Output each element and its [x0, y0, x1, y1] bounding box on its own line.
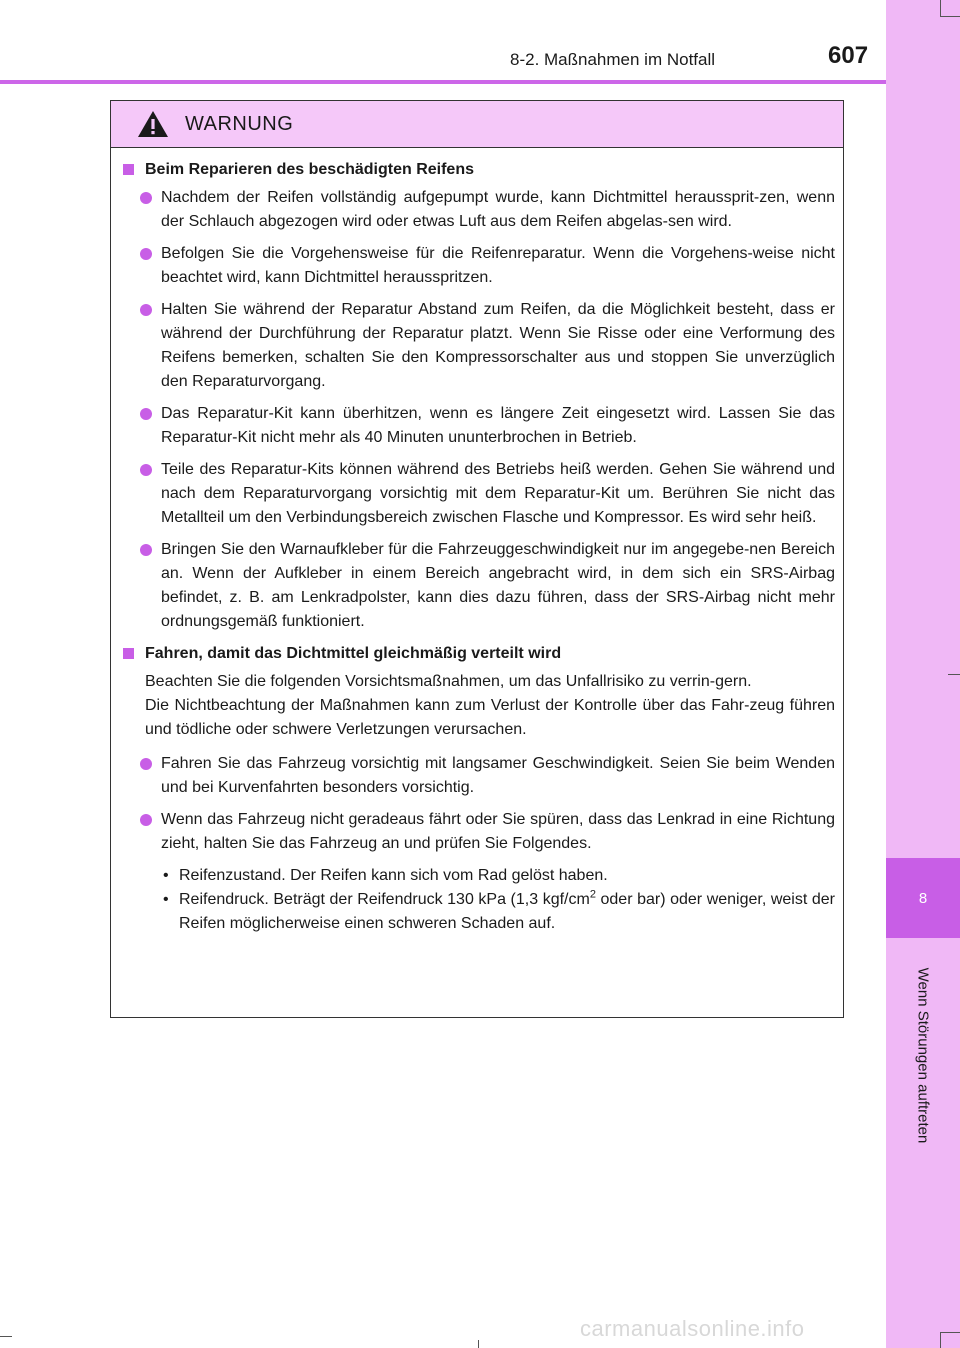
- section-heading-text: Fahren, damit das Dichtmittel gleichmäßig verteilt wird: [145, 645, 562, 662]
- sub-list-item-text: Reifenzustand. Der Reifen kann sich vom Rad gelöst haben.: [179, 867, 608, 884]
- warning-body: [111, 148, 843, 936]
- crop-mark: [948, 674, 960, 675]
- round-bullet-icon: [140, 544, 152, 556]
- page-number: 607: [828, 42, 869, 69]
- list-item: [121, 402, 835, 450]
- sub-list-item-text: [179, 888, 835, 932]
- list-item: [121, 186, 835, 234]
- round-bullet-icon: [140, 814, 152, 826]
- sub-list: [121, 864, 835, 936]
- round-bullet-icon: [140, 192, 152, 204]
- sub-bullet-glyph: •: [163, 891, 169, 908]
- crop-mark: [940, 16, 960, 17]
- list-item-text: Befolgen Sie die Vorgehensweise für die Reifenreparatur. Wenn die Vorgehens-weise nicht beachtet wird, kann Dichtmittel herausspritzen.: [161, 245, 835, 286]
- intro-paragraph: Die Nichtbeachtung der Maßnahmen kann zum Verlust der Kontrolle über das Fahr-zeug führen und tödliche oder schwere Verletzungen verursachen.: [145, 697, 835, 738]
- list-item: [121, 752, 835, 800]
- chapter-title-area: [886, 940, 960, 1170]
- crop-mark: [940, 1332, 960, 1333]
- list-item-text: Fahren Sie das Fahrzeug vorsichtig mit langsamer Geschwindigkeit. Seien Sie beim Wenden und bei Kurvenfahrten besonders vorsichtig.: [161, 755, 835, 796]
- list-item-text: Das Reparatur-Kit kann überhitzen, wenn es längere Zeit eingesetzt wird. Lassen Sie das Reparatur-Kit nicht mehr als 40 Minuten ununterbrochen in Betrieb.: [161, 405, 835, 446]
- list-item: [121, 538, 835, 634]
- header-section-title: 8-2. Maßnahmen im Notfall: [510, 50, 716, 69]
- crop-mark: [940, 1332, 941, 1348]
- square-bullet-icon: [123, 164, 134, 175]
- warning-box: [110, 100, 844, 1018]
- sub-list-item: [161, 888, 835, 936]
- list-item: [121, 458, 835, 530]
- round-bullet-icon: [140, 464, 152, 476]
- round-bullet-icon: [140, 408, 152, 420]
- warning-header: [111, 101, 843, 148]
- crop-mark: [940, 0, 941, 16]
- superscript-two: 2: [589, 888, 596, 901]
- list-item-text: Nachdem der Reifen vollständig aufgepumpt wurde, kann Dichtmittel heraussprit-zen, wenn der Schlauch abgezogen wird oder etwas Luft aus dem Reifen abgelas-sen wird.: [161, 189, 835, 230]
- intro-paragraph: Beachten Sie die folgenden Vorsichtsmaßnahmen, um das Unfallrisiko zu verrin-gern.: [145, 673, 752, 690]
- list-item: [121, 298, 835, 394]
- section-heading-driving: [121, 642, 835, 666]
- list-item-text: Bringen Sie den Warnaufkleber für die Fahrzeuggeschwindigkeit nur im angegebe-nen Bereich an. Wenn der Aufkleber in einem Bereich angebracht wird, in dem sich ein SRS-Airbag befindet, z. B. am Lenkradpolster, kann dies dazu führen, dass der SRS-Airbag nicht mehr ordnungsgemäß funktioniert.: [161, 541, 835, 630]
- pressure-text-end: oder bar) oder weniger, weist der Reifen möglicherweise einen schweren Schaden auf.: [179, 891, 835, 932]
- pressure-text-start: Reifendruck. Beträgt der Reifendruck 130 kPa (1,3 kgf/cm: [179, 891, 590, 908]
- chapter-number: 8: [918, 889, 928, 907]
- list-item-text: Teile des Reparatur-Kits können während des Betriebs heiß werden. Gehen Sie während und nach dem Reparaturvorgang vorsichtig mit dem Reparatur-Kit um. Berühren Sie nicht das Metallteil um den Verbindungsbereich zwischen Flasche und Kompressor. Es wird sehr heiß.: [161, 461, 835, 526]
- crop-mark: [478, 1340, 479, 1348]
- header-divider: [0, 80, 886, 84]
- list-item-text: Wenn das Fahrzeug nicht geradeaus fährt oder Sie spüren, dass das Lenkrad in eine Richtung zieht, halten Sie das Fahrzeug an und prüfen Sie Folgendes.: [161, 811, 835, 852]
- sub-bullet-glyph: •: [163, 867, 169, 884]
- watermark: carmanualsonline.info: [580, 1316, 805, 1341]
- sub-list-item: [161, 864, 835, 888]
- round-bullet-icon: [140, 248, 152, 260]
- warning-title: WARNUNG: [185, 112, 294, 135]
- chapter-title: Wenn Störungen auftreten: [914, 967, 932, 1143]
- round-bullet-icon: [140, 758, 152, 770]
- warning-triangle-icon: [137, 110, 169, 138]
- list-item-text: Halten Sie während der Reparatur Abstand zum Reifen, da die Möglichkeit besteht, dass er während der Durchführung der Reparatur platzt. Wenn Sie Risse oder eine Verformung des Reifens bemerken, schalten Sie den Kompressorschalter aus und stoppen Sie unverzüglich den Reparaturvorgang.: [161, 301, 835, 390]
- round-bullet-icon: [140, 304, 152, 316]
- list-item: [121, 808, 835, 856]
- square-bullet-icon: [123, 648, 134, 659]
- section-heading-repair: [121, 158, 835, 182]
- chapter-number-tab: [886, 858, 960, 938]
- section-heading-text: Beim Reparieren des beschädigten Reifens: [145, 161, 474, 178]
- list-item: [121, 242, 835, 290]
- crop-mark: [0, 1336, 12, 1337]
